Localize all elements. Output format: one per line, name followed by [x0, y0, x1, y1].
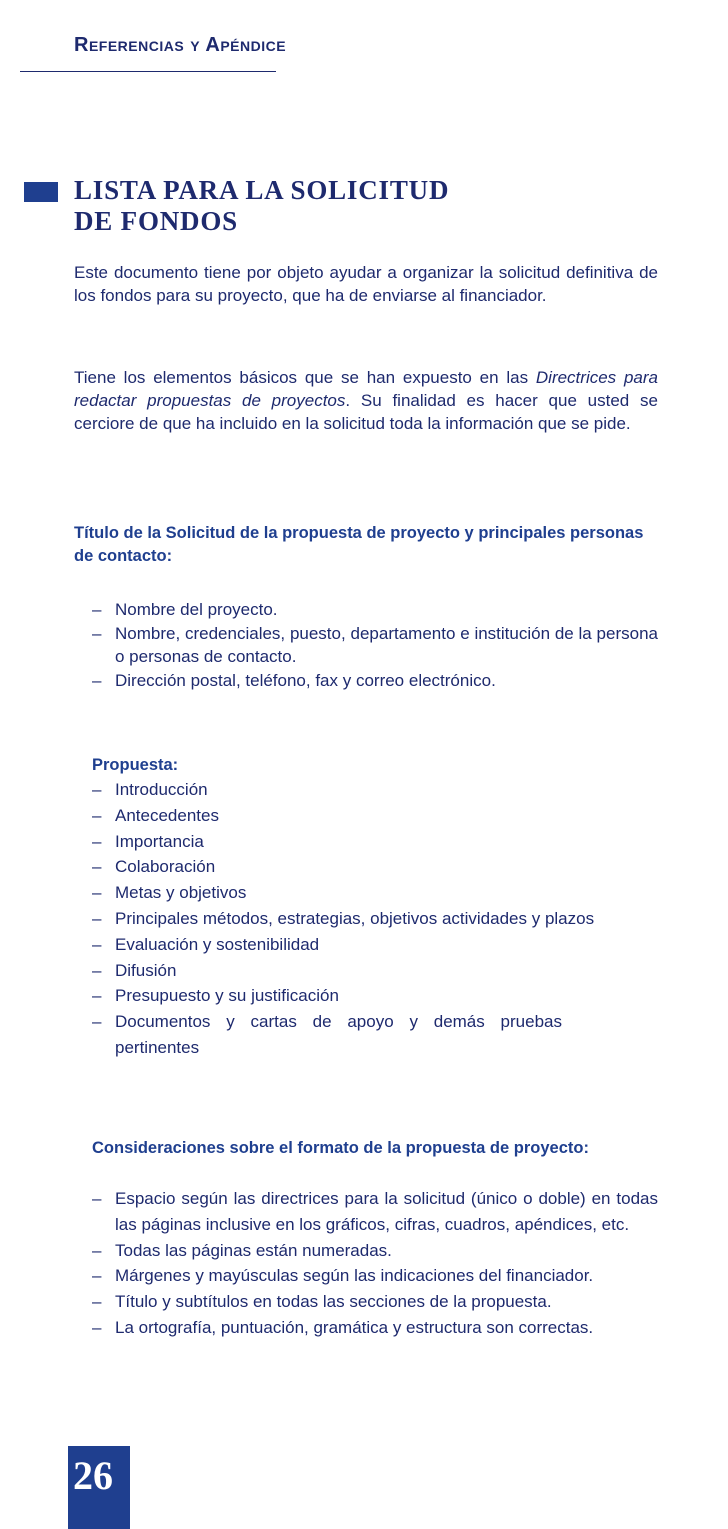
contacts-list-wrap [92, 598, 658, 692]
page-number-box [68, 1446, 130, 1529]
list-item: – Principales métodos, estrategias, objetivos actividades y plazos [92, 906, 632, 932]
list-item: – Márgenes y mayúsculas según las indicaciones del financiador. [92, 1263, 658, 1289]
header-rule [20, 71, 276, 72]
list-item: – Introducción [92, 777, 632, 803]
list-item: – Espacio según las directrices para la solicitud (único o doble) en todas las páginas inclusive en los gráficos, cifras, cuadros, apéndices, etc. [92, 1186, 658, 1238]
running-header: Referencias y Apéndice [74, 34, 287, 56]
section-heading-contacts: Título de la Solicitud de la propuesta de proyecto y principales personas de contacto: [74, 524, 644, 565]
list-item: – Título y subtítulos en todas las secciones de la propuesta. [92, 1289, 658, 1315]
proposal-list [92, 777, 632, 1061]
intro-paragraph-2-start: Tiene los elementos básicos que se han expuesto en las [74, 368, 536, 387]
page-title [74, 175, 449, 237]
contacts-list [92, 598, 658, 692]
intro-paragraph-2 [74, 366, 658, 435]
intro-paragraph-2-end: . Su finalidad es hacer que usted se cerciore de que ha incluido en la solicitud toda la información que se pide. [74, 391, 658, 433]
proposal-list-wrap [92, 777, 632, 1061]
intro-paragraph-1: Este documento tiene por objeto ayudar a organizar la solicitud definitiva de los fondos para su proyecto, que ha de enviarse al financiador. [74, 263, 658, 305]
list-item: – Importancia [92, 829, 632, 855]
title-line-1: LISTA PARA LA SOLICITUD [74, 175, 450, 205]
list-item: – La ortografía, puntuación, gramática y estructura son correctas. [92, 1315, 658, 1341]
list-item: – Difusión [92, 958, 632, 984]
section-title-contacts [74, 522, 658, 568]
list-item: – Documentos y cartas de apoyo y demás pruebas pertinentes [92, 1009, 632, 1061]
list-item: – Dirección postal, teléfono, fax y correo electrónico. [92, 669, 658, 693]
list-item: – Nombre, credenciales, puesto, departamento e institución de la persona o personas de contacto. [92, 622, 658, 669]
intro-paragraph-1-wrap [74, 261, 658, 307]
format-list [92, 1186, 658, 1341]
format-section [92, 1137, 662, 1160]
intro-paragraph-2-wrap [74, 366, 658, 435]
list-item: – Antecedentes [92, 803, 632, 829]
list-item: – Nombre del proyecto. [92, 598, 658, 622]
list-item: – Colaboración [92, 854, 632, 880]
list-item: – Presupuesto y su justificación [92, 983, 632, 1009]
title-marker-block [24, 182, 58, 202]
guidelines-title: Directrices para redactar propuestas de proyectos [74, 368, 658, 410]
list-item: – Metas y objetivos [92, 880, 632, 906]
list-item: – Evaluación y sostenibilidad [92, 932, 632, 958]
format-list-wrap [92, 1186, 658, 1341]
list-item: – Todas las páginas están numeradas. [92, 1238, 658, 1264]
section-heading-proposal: Propuesta: [92, 756, 179, 774]
proposal-section [92, 754, 658, 777]
page-number: 26 [73, 1453, 113, 1498]
section-heading-format: Consideraciones sobre el formato de la propuesta de proyecto: [92, 1139, 589, 1157]
title-line-2: DE FONDOS [74, 206, 238, 236]
